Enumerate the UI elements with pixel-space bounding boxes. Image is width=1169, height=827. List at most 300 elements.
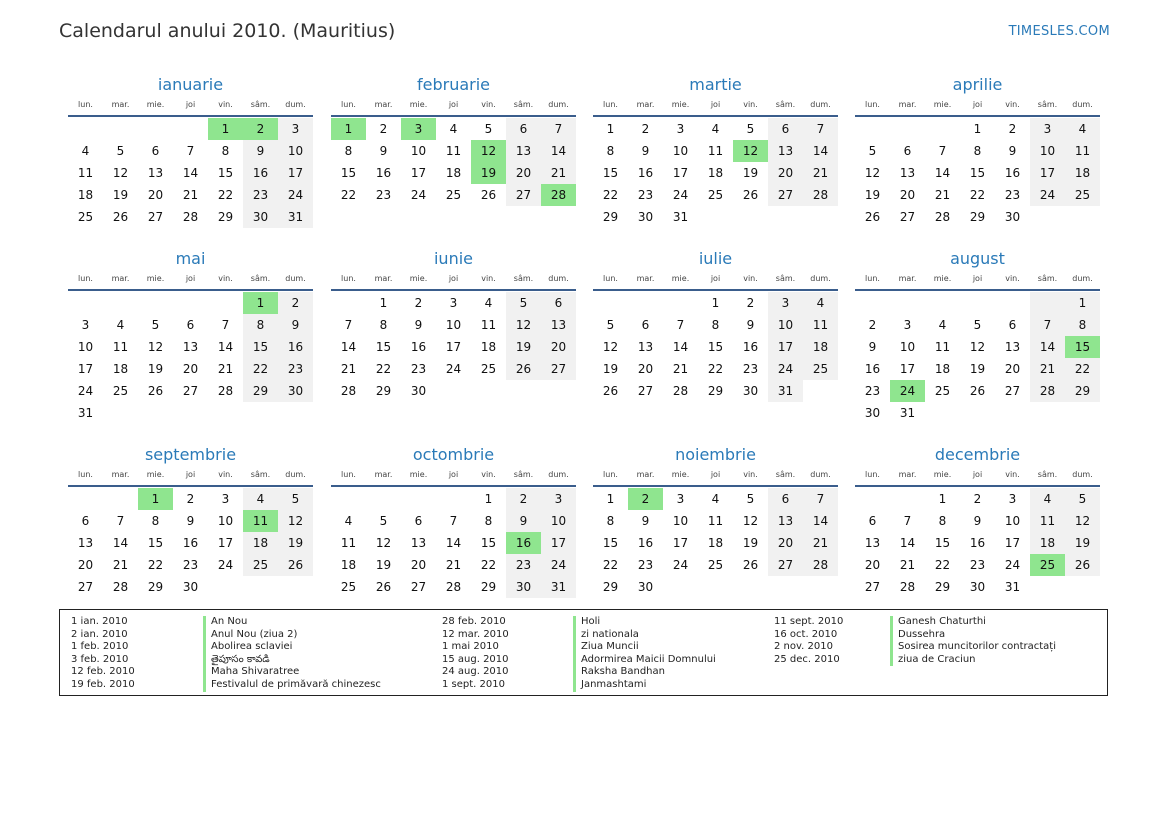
day-cell: 28	[217, 384, 234, 398]
day-cell: 17	[410, 166, 427, 180]
day-cell: 15	[147, 536, 164, 550]
day-cell: 4	[116, 318, 125, 332]
day-cell: 3	[768, 292, 803, 314]
month-name: octombrie	[412, 445, 495, 464]
weekday-label: dum.	[810, 470, 831, 479]
empty-day-cell	[1065, 576, 1100, 598]
month-februarie	[331, 75, 576, 206]
day-grid	[593, 118, 838, 228]
day-cell: 29	[602, 210, 619, 224]
day-cell: 11	[480, 318, 497, 332]
day-grid	[331, 292, 576, 402]
day-cell: 19	[602, 362, 619, 376]
empty-day-cell	[855, 118, 890, 140]
day-cell: 30	[864, 406, 881, 420]
empty-day-cell	[278, 402, 313, 424]
legend-names-col-3	[890, 616, 1056, 666]
day-cell: 18	[1030, 532, 1065, 554]
day-cell: 28	[445, 580, 462, 594]
empty-day-cell	[768, 576, 803, 598]
empty-day-cell	[803, 380, 838, 402]
weekday-label: vin.	[743, 274, 758, 283]
day-cell: 26	[969, 384, 986, 398]
holiday-day-cell: 1	[208, 118, 243, 140]
weekday-label: mar.	[898, 100, 917, 109]
month-decembrie	[855, 445, 1100, 598]
day-cell: 9	[379, 144, 388, 158]
day-cell: 15	[707, 340, 724, 354]
legend-holiday-name: Sosirea muncitorilor contractați	[890, 641, 1056, 654]
legend-holiday-name: Ziua Muncii	[573, 641, 716, 654]
legend-date: 15 aug. 2010	[442, 653, 509, 665]
empty-day-cell	[278, 576, 313, 598]
weekday-label: dum.	[548, 470, 569, 479]
empty-day-cell	[208, 576, 243, 598]
weekday-label: mie.	[671, 274, 690, 283]
empty-day-cell	[1030, 402, 1065, 424]
day-cell: 1	[711, 296, 720, 310]
day-cell: 9	[868, 340, 877, 354]
day-cell: 22	[480, 558, 497, 572]
day-cell: 8	[1065, 314, 1100, 336]
empty-day-cell	[208, 292, 243, 314]
day-cell: 9	[414, 318, 423, 332]
legend-date: 12 feb. 2010	[71, 666, 135, 678]
day-cell: 19	[278, 532, 313, 554]
day-cell: 29	[934, 580, 951, 594]
holiday-day-cell: 15	[1065, 336, 1100, 358]
weekday-label: joi	[185, 470, 196, 479]
day-cell: 4	[711, 122, 720, 136]
day-cell: 5	[973, 318, 982, 332]
day-cell: 7	[938, 144, 947, 158]
day-cell: 17	[768, 336, 803, 358]
day-cell: 18	[480, 340, 497, 354]
day-cell: 30	[278, 380, 313, 402]
day-cell: 22	[375, 362, 392, 376]
weekday-label: dum.	[548, 274, 569, 283]
day-cell: 3	[1030, 118, 1065, 140]
month-name: august	[950, 249, 1005, 268]
weekday-header	[593, 98, 838, 112]
day-cell: 18	[112, 362, 129, 376]
empty-day-cell	[890, 118, 925, 140]
day-cell: 24	[541, 554, 576, 576]
day-cell: 13	[541, 314, 576, 336]
empty-day-cell	[173, 118, 208, 140]
day-cell: 30	[969, 580, 986, 594]
day-cell: 21	[803, 532, 838, 554]
day-cell: 5	[1065, 488, 1100, 510]
day-cell: 11	[1030, 510, 1065, 532]
empty-day-cell	[68, 118, 103, 140]
day-cell: 27	[768, 184, 803, 206]
day-cell: 14	[934, 166, 951, 180]
day-cell: 27	[410, 580, 427, 594]
empty-day-cell	[698, 576, 733, 598]
holiday-day-cell: 11	[243, 510, 278, 532]
day-cell: 30	[637, 580, 654, 594]
day-cell: 4	[1065, 118, 1100, 140]
empty-day-cell	[593, 292, 628, 314]
day-cell: 24	[410, 188, 427, 202]
holiday-day-cell: 28	[541, 184, 576, 206]
header-rule	[68, 115, 313, 117]
day-cell: 29	[243, 380, 278, 402]
day-cell: 3	[676, 492, 685, 506]
day-cell: 24	[278, 184, 313, 206]
day-cell: 21	[541, 162, 576, 184]
weekday-label: mar.	[111, 274, 130, 283]
weekday-label: dum.	[548, 100, 569, 109]
day-cell: 20	[768, 162, 803, 184]
holiday-day-cell: 1	[243, 292, 278, 314]
day-cell: 23	[864, 384, 881, 398]
empty-day-cell	[103, 488, 138, 510]
empty-day-cell	[471, 380, 506, 402]
day-cell: 15	[602, 166, 619, 180]
empty-day-cell	[698, 206, 733, 228]
weekday-label: vin.	[743, 470, 758, 479]
day-cell: 5	[379, 514, 388, 528]
day-cell: 18	[803, 336, 838, 358]
weekday-label: sâm.	[513, 100, 534, 109]
day-cell: 25	[480, 362, 497, 376]
day-cell: 22	[147, 558, 164, 572]
day-cell: 27	[864, 580, 881, 594]
empty-day-cell	[541, 380, 576, 402]
day-cell: 17	[445, 340, 462, 354]
day-cell: 28	[112, 580, 129, 594]
empty-day-cell	[366, 488, 401, 510]
weekday-header	[593, 272, 838, 286]
day-cell: 14	[803, 140, 838, 162]
month-octombrie	[331, 445, 576, 598]
weekday-label: joi	[710, 470, 721, 479]
day-cell: 5	[506, 292, 541, 314]
header-rule	[68, 485, 313, 487]
day-cell: 8	[243, 314, 278, 336]
day-cell: 16	[742, 340, 759, 354]
day-cell: 16	[278, 336, 313, 358]
day-cell: 8	[221, 144, 230, 158]
day-cell: 16	[182, 536, 199, 550]
empty-day-cell	[103, 402, 138, 424]
weekday-label: mar.	[636, 100, 655, 109]
day-cell: 18	[707, 536, 724, 550]
day-cell: 17	[1030, 162, 1065, 184]
day-cell: 28	[182, 210, 199, 224]
day-cell: 11	[803, 314, 838, 336]
day-cell: 7	[116, 514, 125, 528]
legend-holiday-name: Anul Nou (ziua 2)	[203, 629, 381, 642]
day-cell: 10	[768, 314, 803, 336]
day-cell: 12	[147, 340, 164, 354]
empty-day-cell	[995, 402, 1030, 424]
day-cell: 16	[969, 536, 986, 550]
legend-date: 16 oct. 2010	[774, 628, 838, 640]
day-cell: 21	[803, 162, 838, 184]
weekday-label: lun.	[341, 274, 356, 283]
weekday-header	[331, 468, 576, 482]
day-cell: 27	[637, 384, 654, 398]
day-cell: 12	[742, 514, 759, 528]
month-name: noiembrie	[675, 445, 756, 464]
day-cell: 29	[147, 580, 164, 594]
weekday-header	[593, 468, 838, 482]
day-cell: 24	[1030, 184, 1065, 206]
day-cell: 15	[243, 336, 278, 358]
legend-date: 3 feb. 2010	[71, 653, 129, 665]
day-cell: 22	[217, 188, 234, 202]
month-name: februarie	[416, 75, 491, 94]
weekday-label: lun.	[341, 470, 356, 479]
weekday-label: dum.	[1072, 274, 1093, 283]
day-cell: 10	[445, 318, 462, 332]
day-cell: 26	[147, 384, 164, 398]
day-cell: 20	[768, 532, 803, 554]
empty-day-cell	[925, 402, 960, 424]
empty-day-cell	[173, 402, 208, 424]
day-cell: 28	[340, 384, 357, 398]
day-cell: 2	[186, 492, 195, 506]
day-cell: 24	[768, 358, 803, 380]
day-cell: 24	[77, 384, 94, 398]
day-cell: 22	[340, 188, 357, 202]
legend-names-col-2	[573, 616, 716, 692]
day-cell: 20	[410, 558, 427, 572]
day-cell: 1	[1065, 292, 1100, 314]
legend-holiday-name: తైపూసం కావడి	[203, 654, 381, 667]
day-cell: 31	[672, 210, 689, 224]
day-cell: 15	[934, 536, 951, 550]
day-cell: 4	[938, 318, 947, 332]
header-rule	[855, 485, 1100, 487]
day-cell: 17	[672, 166, 689, 180]
day-cell: 21	[217, 362, 234, 376]
day-cell: 7	[803, 118, 838, 140]
legend-holiday-name: Janmashtami	[573, 679, 716, 692]
weekday-label: sâm.	[250, 100, 271, 109]
day-cell: 30	[182, 580, 199, 594]
holiday-day-cell: 1	[331, 118, 366, 140]
day-cell: 22	[602, 558, 619, 572]
day-cell: 21	[112, 558, 129, 572]
day-cell: 17	[77, 362, 94, 376]
weekday-header	[855, 98, 1100, 112]
empty-day-cell	[401, 488, 436, 510]
day-cell: 14	[217, 340, 234, 354]
day-cell: 29	[602, 580, 619, 594]
day-cell: 12	[506, 314, 541, 336]
weekday-header	[68, 98, 313, 112]
day-cell: 25	[77, 210, 94, 224]
empty-day-cell	[628, 292, 663, 314]
day-cell: 1	[606, 492, 615, 506]
month-name: decembrie	[934, 445, 1021, 464]
day-cell: 8	[606, 514, 615, 528]
day-cell: 2	[379, 122, 388, 136]
weekday-label: sâm.	[1037, 470, 1058, 479]
weekday-label: lun.	[603, 470, 618, 479]
day-cell: 20	[147, 188, 164, 202]
day-cell: 26	[1065, 554, 1100, 576]
day-cell: 10	[541, 510, 576, 532]
day-cell: 3	[676, 122, 685, 136]
weekday-label: mie.	[671, 470, 690, 479]
empty-day-cell	[138, 292, 173, 314]
day-cell: 21	[672, 362, 689, 376]
day-cell: 4	[803, 292, 838, 314]
day-cell: 17	[1004, 536, 1021, 550]
day-grid	[331, 118, 576, 206]
day-cell: 13	[637, 340, 654, 354]
month-noiembrie	[593, 445, 838, 598]
day-cell: 3	[81, 318, 90, 332]
day-cell: 20	[637, 362, 654, 376]
legend-date: 2 nov. 2010	[774, 641, 833, 653]
weekday-label: joi	[448, 470, 459, 479]
day-cell: 3	[903, 318, 912, 332]
day-cell: 3	[449, 296, 458, 310]
holiday-day-cell: 16	[506, 532, 541, 554]
empty-day-cell	[960, 292, 995, 314]
header-rule	[331, 115, 576, 117]
header-rule	[68, 289, 313, 291]
day-cell: 14	[541, 140, 576, 162]
legend-date: 12 mar. 2010	[442, 628, 509, 640]
day-cell: 25	[803, 358, 838, 380]
day-cell: 19	[147, 362, 164, 376]
day-cell: 16	[243, 162, 278, 184]
day-cell: 7	[344, 318, 353, 332]
day-cell: 18	[340, 558, 357, 572]
holiday-day-cell: 1	[138, 488, 173, 510]
day-cell: 14	[340, 340, 357, 354]
day-cell: 26	[480, 188, 497, 202]
day-cell: 28	[899, 580, 916, 594]
day-grid	[855, 292, 1100, 424]
day-cell: 11	[340, 536, 357, 550]
day-grid	[331, 488, 576, 598]
day-cell: 26	[278, 554, 313, 576]
weekday-header	[855, 468, 1100, 482]
day-cell: 10	[217, 514, 234, 528]
month-name: iunie	[433, 249, 473, 268]
month-iunie	[331, 249, 576, 402]
empty-day-cell	[331, 292, 366, 314]
day-cell: 4	[449, 122, 458, 136]
day-cell: 10	[672, 144, 689, 158]
day-cell: 22	[602, 188, 619, 202]
day-cell: 8	[344, 144, 353, 158]
day-cell: 17	[541, 532, 576, 554]
day-cell: 13	[147, 166, 164, 180]
weekday-label: sâm.	[775, 100, 796, 109]
day-cell: 2	[414, 296, 423, 310]
day-grid	[855, 118, 1100, 228]
day-cell: 21	[445, 558, 462, 572]
day-cell: 7	[676, 318, 685, 332]
day-cell: 1	[379, 296, 388, 310]
legend-date: 28 feb. 2010	[442, 616, 506, 627]
weekday-label: joi	[972, 274, 983, 283]
day-cell: 18	[1065, 162, 1100, 184]
weekday-label: mar.	[636, 470, 655, 479]
header-rule	[593, 115, 838, 117]
day-cell: 21	[934, 188, 951, 202]
month-name: iulie	[698, 249, 733, 268]
day-cell: 29	[480, 580, 497, 594]
day-cell: 14	[445, 536, 462, 550]
day-cell: 12	[1065, 510, 1100, 532]
day-cell: 11	[934, 340, 951, 354]
weekday-label: mar.	[111, 470, 130, 479]
day-cell: 6	[868, 514, 877, 528]
day-cell: 27	[768, 554, 803, 576]
weekday-header	[855, 272, 1100, 286]
weekday-label: dum.	[1072, 100, 1093, 109]
weekday-label: mie.	[409, 274, 428, 283]
day-cell: 28	[934, 210, 951, 224]
day-cell: 4	[344, 514, 353, 528]
holiday-day-cell: 25	[1030, 554, 1065, 576]
day-cell: 30	[742, 384, 759, 398]
empty-day-cell	[995, 292, 1030, 314]
empty-day-cell	[855, 488, 890, 510]
legend-holiday-name: zi nationala	[573, 629, 716, 642]
month-name: septembrie	[144, 445, 237, 464]
day-cell: 6	[903, 144, 912, 158]
legend-holiday-name: Maha Shivaratree	[203, 666, 381, 679]
day-cell: 23	[243, 184, 278, 206]
weekday-label: mar.	[374, 470, 393, 479]
legend-holiday-name: Festivalul de primăvară chinezesc	[203, 679, 381, 692]
day-cell: 24	[672, 558, 689, 572]
page-title: Calendarul anului 2010. (Mauritius)	[59, 20, 396, 42]
day-cell: 10	[1030, 140, 1065, 162]
day-cell: 18	[934, 362, 951, 376]
day-cell: 27	[506, 184, 541, 206]
brand-link[interactable]: TIMESLES.COM	[1008, 24, 1110, 39]
weekday-label: mie.	[933, 100, 952, 109]
day-cell: 23	[410, 362, 427, 376]
empty-day-cell	[960, 402, 995, 424]
weekday-label: vin.	[218, 100, 233, 109]
empty-day-cell	[1065, 206, 1100, 228]
day-cell: 8	[973, 144, 982, 158]
day-cell: 15	[375, 340, 392, 354]
day-cell: 6	[506, 118, 541, 140]
day-cell: 5	[746, 122, 755, 136]
holiday-day-cell: 12	[471, 140, 506, 162]
empty-day-cell	[1030, 292, 1065, 314]
holiday-day-cell: 3	[401, 118, 436, 140]
day-cell: 17	[672, 536, 689, 550]
day-cell: 20	[864, 558, 881, 572]
day-cell: 10	[899, 340, 916, 354]
day-cell: 13	[410, 536, 427, 550]
weekday-label: sâm.	[250, 274, 271, 283]
day-cell: 23	[637, 558, 654, 572]
empty-day-cell	[925, 292, 960, 314]
day-cell: 19	[969, 362, 986, 376]
day-cell: 31	[1004, 580, 1021, 594]
day-cell: 23	[637, 188, 654, 202]
legend-date: 25 dec. 2010	[774, 653, 840, 665]
day-cell: 22	[934, 558, 951, 572]
day-cell: 21	[1030, 358, 1065, 380]
